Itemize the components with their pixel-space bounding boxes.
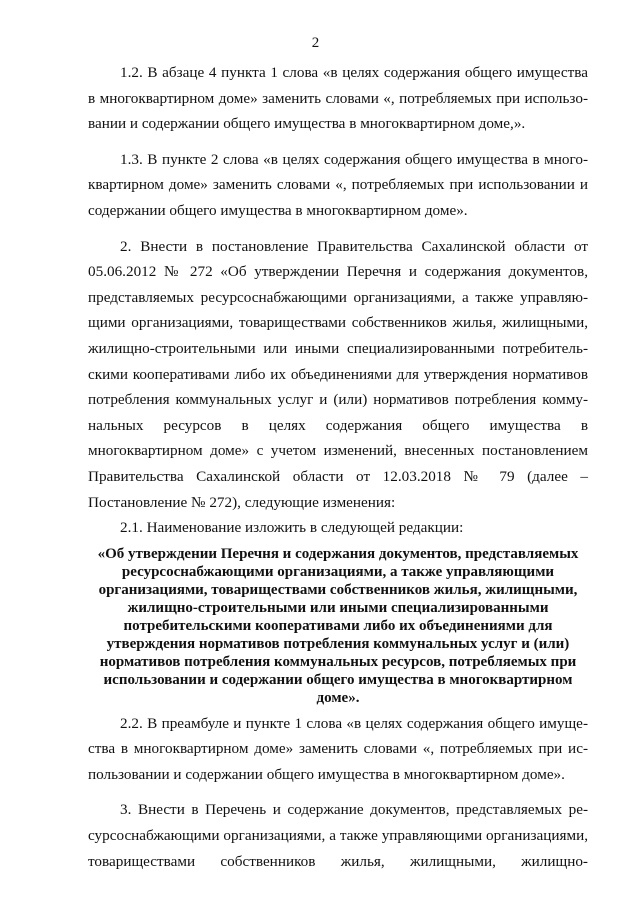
document-body bbox=[88, 60, 588, 874]
paragraph-2: 2. Внести в постановление Правительства Сахалинской области от 05.06.2012 № 272 «Об утверждении Перечня и содержания документов, представляемых ресурсоснабжающими организациями, а также управляющими организациями, товариществами собственников жилья, жилищными, жилищно-строительными или иными специализированными потребительскими кооперативами либо их объединениями для утверждения нормативов потребления коммунальных услуг и (или) нормативов потребления коммунальных ресурсов в целях содержания общего имущества в многоквартирном доме» с учетом изменений, внесенных постановлением Правительства Сахалинской области от 12.03.2018 № 79 (далее – Постановление № 272), следующие изменения: bbox=[88, 237, 588, 511]
paragraph-1-3: 1.3. В пункте 2 слова «в целях содержания общего имущества в многоквартирном доме» заменить словами «, потребляемых при использовании и содержании общего имущества в многоквартирном доме». bbox=[88, 150, 588, 219]
paragraph-3: 3. Внести в Перечень и содержание документов, представляемых ресурсоснабжающими организациями, а также управляющими организациями, товариществами собственников жилья, жилищными, жилищно- bbox=[88, 801, 588, 870]
paragraph-2-2: 2.2. В преамбуле и пункте 1 слова «в целях содержания общего имущества в многоквартирном доме» заменить словами «, потребляемых при использовании и содержании общего имущества в многоквартирном доме». bbox=[88, 714, 588, 783]
page-number: 2 bbox=[311, 35, 320, 51]
paragraph-1-2: 1.2. В абзаце 4 пункта 1 слова «в целях содержания общего имущества в многоквартирном доме» заменить словами «, потребляемых при использовании и содержании общего имущества в многоквартирном доме,». bbox=[88, 64, 588, 133]
new-title-text: «Об утверждении Перечня и содержания документов, представляемых ресурсоснабжающими организациями, а также управляющими организациями, товариществами собственников жилья, жилищными, жилищно-строительными или иными специализированными потребительскими кооперативами либо их объединениями для утверждения нормативов потребления коммунальных услуг и (или) нормативов потребления коммунальных ресурсов, потребляемых при использовании и содержании общего имущества в многоквартирном доме». bbox=[97, 545, 579, 706]
paragraph-2-1: 2.1. Наименование изложить в следующей редакции: bbox=[120, 519, 464, 537]
